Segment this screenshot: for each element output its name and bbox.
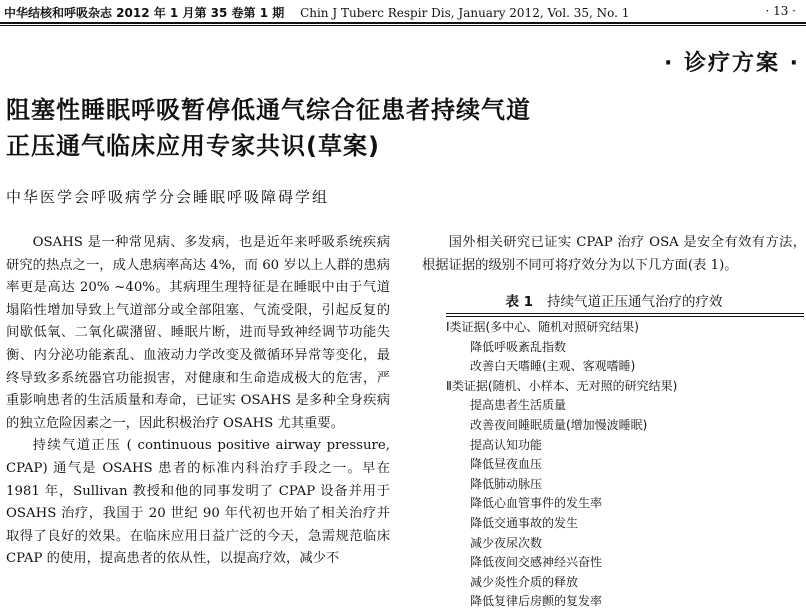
table-category-row: Ⅱ类证据(随机、小样本、无对照的研究结果)	[446, 378, 678, 393]
table-item-row: 提高认知功能	[470, 437, 543, 452]
table-item-row: 降低复律后房颤的复发率	[470, 594, 603, 609]
table-top-rule	[446, 313, 804, 314]
table-item-row: 改善夜间睡眠质量(增加慢波睡眠)	[470, 417, 648, 432]
journal-name-en: Chin J Tuberc Respir Dis, January 2012, Vol. 35, No. 1	[300, 6, 630, 20]
table-top-rule-thin	[446, 316, 804, 317]
table-item-row: 降低交通事故的发生	[470, 515, 579, 530]
table-item-row: 降低夜间交感神经兴奋性	[470, 555, 603, 570]
table-item-row: 减少炎性介质的释放	[470, 574, 579, 589]
table-item-row: 降低昼夜血压	[470, 457, 543, 472]
journal-citation	[4, 4, 629, 21]
table-item-row: 减少夜尿次数	[470, 535, 543, 550]
title-line-2: 正压通气临床应用专家共识(草案)	[6, 132, 380, 160]
left-column	[6, 232, 390, 571]
table-item-row: 降低肺动脉压	[470, 476, 543, 491]
table-item-row: 提高患者生活质量	[470, 398, 567, 413]
running-header	[0, 0, 806, 28]
table-label: 表 1	[505, 294, 534, 310]
section-tag: · 诊疗方案 ·	[663, 51, 800, 76]
table-item-row: 改善白天嗜睡(主观、客观嗜睡)	[470, 359, 636, 374]
paragraph-right: 国外相关研究已证实 CPAP 治疗 OSA 是安全有效有方法，根据证据的级别不同可将疗效分为以下几方面(表 1)。	[422, 235, 806, 273]
paragraph-1: OSAHS 是一种常见病、多发病，也是近年来呼吸系统疾病研究的热点之一，成人患病率高达 4%，而 60 岁以上人群的患病率更是高达 20% ~40%。其病理生理特征是在睡眠中由于气道塌陷性增加导致上气道部分或全部阻塞、气流受限，引起反复的间歇低氧、二氧化碳潴留、睡眠片断，进而导致神经调节功能失衡、内分泌功能紊乱、血液动力学改变及微循环异常等变化，最终导致多系统器官功能损害，对健康和生命造成极大的危害，严重影响患者的生活质量和寿命，已证实 OSAHS 是多种全身疾病的独立危险因素之一，因此积极治疗 OSAHS 尤其重要。	[6, 235, 390, 431]
table-body	[446, 318, 804, 612]
table-caption-text: 持续气道正压通气治疗的疗效	[547, 294, 723, 310]
table-item-row: 降低呼吸紊乱指数	[470, 339, 567, 354]
table-caption	[422, 290, 806, 310]
right-column	[422, 232, 806, 277]
journal-name: 中华结核和呼吸杂志 2012 年 1 月第 35 卷第 1 期	[4, 6, 285, 20]
table-category-row: Ⅰ类证据(多中心、随机对照研究结果)	[446, 320, 639, 334]
table-item-row: 降低心血管事件的发生率	[470, 496, 603, 511]
header-rule-thin	[0, 25, 806, 26]
header-rule	[0, 22, 806, 24]
author-group: 中华医学会呼吸病学分会睡眠呼吸障碍学组	[6, 188, 330, 206]
paragraph-2: 持续气道正压 ( continuous positive airway pressure, CPAP) 通气是 OSAHS 患者的标准内科治疗手段之一。早在 1981 年，Sullivan 教授和他的同事发明了 CPAP 设备并用于 OSAHS 治疗，我国于 20 世纪 90 年代初也开始了相关治疗并取得了良好的效果。在临床应用日益广泛的今天，急需规范临床 CPAP 的使用，提高患者的依从性，以提高疗效，减少不	[6, 438, 390, 567]
article-title	[6, 92, 706, 164]
title-line-1: 阻塞性睡眠呼吸暂停低通气综合征患者持续气道	[6, 96, 531, 124]
page-number: · 13 ·	[765, 4, 796, 18]
